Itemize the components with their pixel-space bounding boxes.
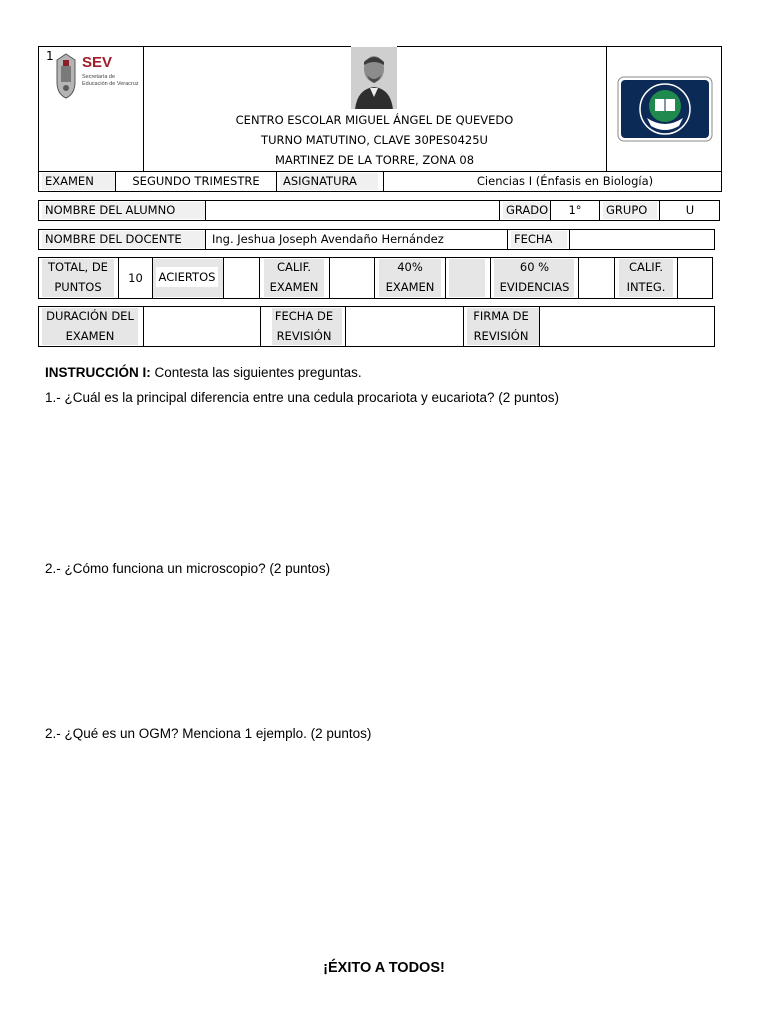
total-puntos-label-2: PUNTOS bbox=[54, 280, 102, 294]
school-logo bbox=[617, 76, 713, 142]
trimestre-value: SEGUNDO TRIMESTRE bbox=[132, 174, 260, 188]
calif-integ-input[interactable] bbox=[678, 258, 712, 298]
question-3: 2.- ¿Qué es un OGM? Menciona 1 ejemplo. (2 puntos) bbox=[45, 726, 372, 741]
school-name: CENTRO ESCOLAR MIGUEL ÁNGEL DE QUEVEDO bbox=[235, 113, 514, 127]
fecha-revision-label-1: FECHA DE bbox=[274, 309, 334, 323]
portrait-image bbox=[351, 46, 397, 109]
question-1: 1.- ¿Cuál es la principal diferencia entre una cedula procariota y eucariota? (2 puntos) bbox=[45, 390, 560, 405]
firma-revision-input[interactable] bbox=[540, 307, 714, 346]
instructions-text: Contesta las siguientes preguntas. bbox=[150, 365, 362, 380]
calif-examen-input[interactable] bbox=[330, 258, 374, 298]
docente-label: NOMBRE DEL DOCENTE bbox=[42, 231, 206, 248]
calif-examen-label-1: CALIF. bbox=[276, 260, 312, 274]
page-number: 1 bbox=[46, 49, 54, 63]
fecha-input[interactable] bbox=[570, 230, 714, 249]
veracruz-crest-icon bbox=[53, 52, 79, 100]
total-puntos-label-1: TOTAL, DE bbox=[48, 260, 108, 274]
firma-revision-label-2: REVISIÓN bbox=[473, 329, 529, 343]
asignatura-value: Ciencias I (Énfasis en Biología) bbox=[476, 174, 654, 188]
fecha-revision-label-2: REVISIÓN bbox=[276, 329, 332, 343]
grado-value: 1° bbox=[568, 203, 582, 217]
instructions-title: INSTRUCCIÓN I: bbox=[45, 365, 151, 380]
pct40-input[interactable] bbox=[449, 259, 485, 297]
turno-clave: TURNO MATUTINO, CLAVE 30PES0425U bbox=[261, 133, 488, 147]
examen-label: EXAMEN bbox=[42, 173, 116, 190]
pct60-label-1: 60 % bbox=[519, 260, 550, 274]
sev-logo bbox=[53, 52, 141, 100]
school-emblem-icon bbox=[617, 76, 713, 142]
total-puntos-value: 10 bbox=[128, 271, 143, 285]
firma-revision-label-1: FIRMA DE bbox=[473, 309, 529, 323]
question-2: 2.- ¿Cómo funciona un microscopio? (2 puntos) bbox=[45, 561, 331, 576]
fecha-label: FECHA bbox=[511, 231, 567, 248]
answer-area-3[interactable] bbox=[45, 748, 715, 948]
duracion-input[interactable] bbox=[144, 307, 260, 346]
grupo-label: GRUPO bbox=[603, 202, 657, 219]
aciertos-input[interactable] bbox=[224, 258, 259, 298]
address-zona: MARTINEZ DE LA TORRE, ZONA 08 bbox=[274, 153, 475, 167]
sev-subtitle-2: Educación de Veracruz bbox=[82, 81, 139, 87]
grupo-value: U bbox=[685, 203, 695, 217]
calif-integ-label-2: INTEG. bbox=[626, 280, 666, 294]
header-divider-right bbox=[606, 46, 607, 172]
sev-subtitle-1: Secretaría de bbox=[82, 74, 116, 80]
alumno-input[interactable] bbox=[206, 201, 498, 220]
instructions bbox=[45, 365, 362, 380]
docente-value: Ing. Jeshua Joseph Avendaño Hernández bbox=[212, 232, 444, 246]
duracion-label-2: EXAMEN bbox=[65, 329, 115, 343]
answer-area-2[interactable] bbox=[45, 583, 715, 718]
sev-logo-text: SEV bbox=[82, 54, 113, 71]
portrait-icon bbox=[351, 47, 397, 109]
grado-label: GRADO bbox=[503, 202, 551, 219]
footer-message: ¡ÉXITO A TODOS! bbox=[323, 960, 445, 976]
asignatura-label: ASIGNATURA bbox=[280, 173, 378, 190]
pct60-label-2: EVIDENCIAS bbox=[499, 280, 570, 294]
pct40-label-1: 40% bbox=[397, 260, 423, 274]
pct60-input[interactable] bbox=[579, 258, 614, 298]
alumno-label: NOMBRE DEL ALUMNO bbox=[42, 202, 206, 219]
pct40-label-2: EXAMEN bbox=[385, 280, 435, 294]
fecha-revision-input[interactable] bbox=[346, 307, 463, 346]
calif-integ-label-1: CALIF. bbox=[628, 260, 664, 274]
calif-examen-label-2: EXAMEN bbox=[269, 280, 319, 294]
duracion-label-1: DURACIÓN DEL bbox=[46, 309, 134, 323]
aciertos-label: ACIERTOS bbox=[156, 267, 218, 287]
answer-area-1[interactable] bbox=[45, 412, 715, 552]
